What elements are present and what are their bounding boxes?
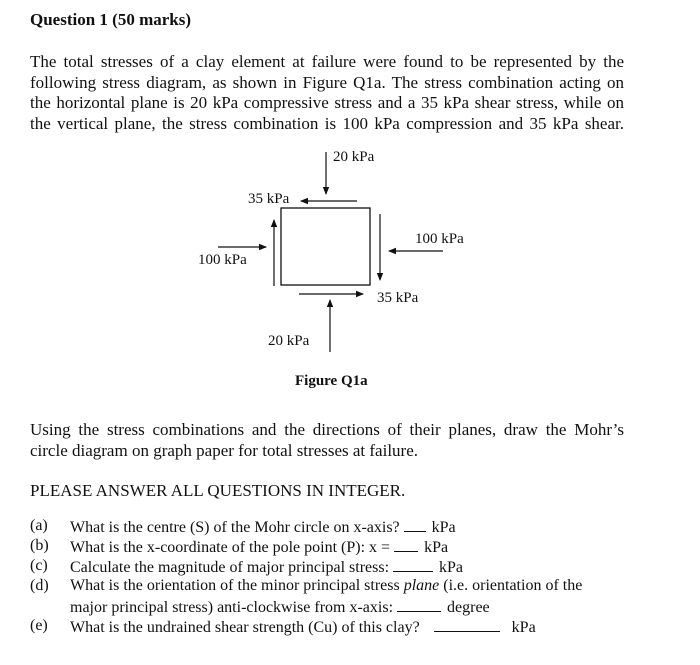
answer-blank-d[interactable] <box>397 596 441 612</box>
intro-paragraph <box>30 52 624 134</box>
element-square <box>281 208 370 285</box>
unit-b: kPa <box>424 539 449 556</box>
question-text <box>70 516 456 538</box>
label-top-shear: 35 kPa <box>248 191 290 207</box>
question-d-text-italic: plane <box>403 577 440 594</box>
intro-line: the horizontal plane is 20 kPa compressive stress and a 35 kPa shear stress, while on <box>30 93 624 112</box>
unit-e: kPa <box>511 619 536 636</box>
instructions-paragraph <box>30 420 624 461</box>
question-d-text-after: (i.e. orientation of the <box>443 577 583 594</box>
question-letter: (e) <box>30 617 48 634</box>
unit-c: kPa <box>439 559 464 576</box>
answer-instruction: PLEASE ANSWER ALL QUESTIONS IN INTEGER. <box>30 481 406 500</box>
question-a-text: What is the centre (S) of the Mohr circle on x-axis? <box>70 519 400 536</box>
question-letter: (d) <box>30 577 49 594</box>
answer-blank-a[interactable] <box>404 516 426 532</box>
unit-a: kPa <box>431 519 456 536</box>
question-letter: (a) <box>30 517 48 534</box>
instructions-line: Using the stress combinations and the directions of their planes, draw the Mohr’s <box>30 420 624 439</box>
question-text <box>70 596 490 618</box>
label-left-normal: 100 kPa <box>198 252 247 268</box>
intro-line: following stress diagram, as shown in Figure Q1a. The stress combination acting on <box>30 72 624 92</box>
question-text <box>70 616 536 638</box>
question-c-text: Calculate the magnitude of major principal stress: <box>70 559 390 576</box>
instructions-line: circle diagram on graph paper for total stresses at failure. <box>30 440 419 460</box>
question-text <box>70 576 582 596</box>
question-text <box>70 536 448 558</box>
question-title: Question 1 (50 marks) <box>30 10 192 29</box>
label-top-normal: 20 kPa <box>333 149 375 165</box>
question-e-text: What is the undrained shear strength (Cu) of this clay? <box>70 619 420 636</box>
question-b-text: What is the x-coordinate of the pole point (P): x = <box>70 539 391 556</box>
answer-blank-e[interactable] <box>434 616 500 632</box>
intro-line: The total stresses of a clay element at failure were found to be represented by the <box>30 52 624 71</box>
label-right-normal: 100 kPa <box>415 231 464 247</box>
answer-blank-b[interactable] <box>394 536 418 552</box>
question-letter: (b) <box>30 537 49 554</box>
question-letter: (c) <box>30 557 48 574</box>
question-text <box>70 556 463 578</box>
label-bottom-normal: 20 kPa <box>268 333 310 349</box>
label-bottom-shear: 35 kPa <box>377 290 419 306</box>
question-d-line2: major principal stress) anti-clockwise from x-axis: <box>70 599 394 616</box>
stress-diagram-figure <box>190 140 500 390</box>
figure-caption: Figure Q1a <box>295 373 368 389</box>
intro-line: the vertical plane, the stress combination is 100 kPa compression and 35 kPa shear. <box>30 113 624 133</box>
question-d-text-before: What is the orientation of the minor principal stress <box>70 577 400 594</box>
unit-d: degree <box>447 599 490 616</box>
answer-blank-c[interactable] <box>393 556 433 572</box>
